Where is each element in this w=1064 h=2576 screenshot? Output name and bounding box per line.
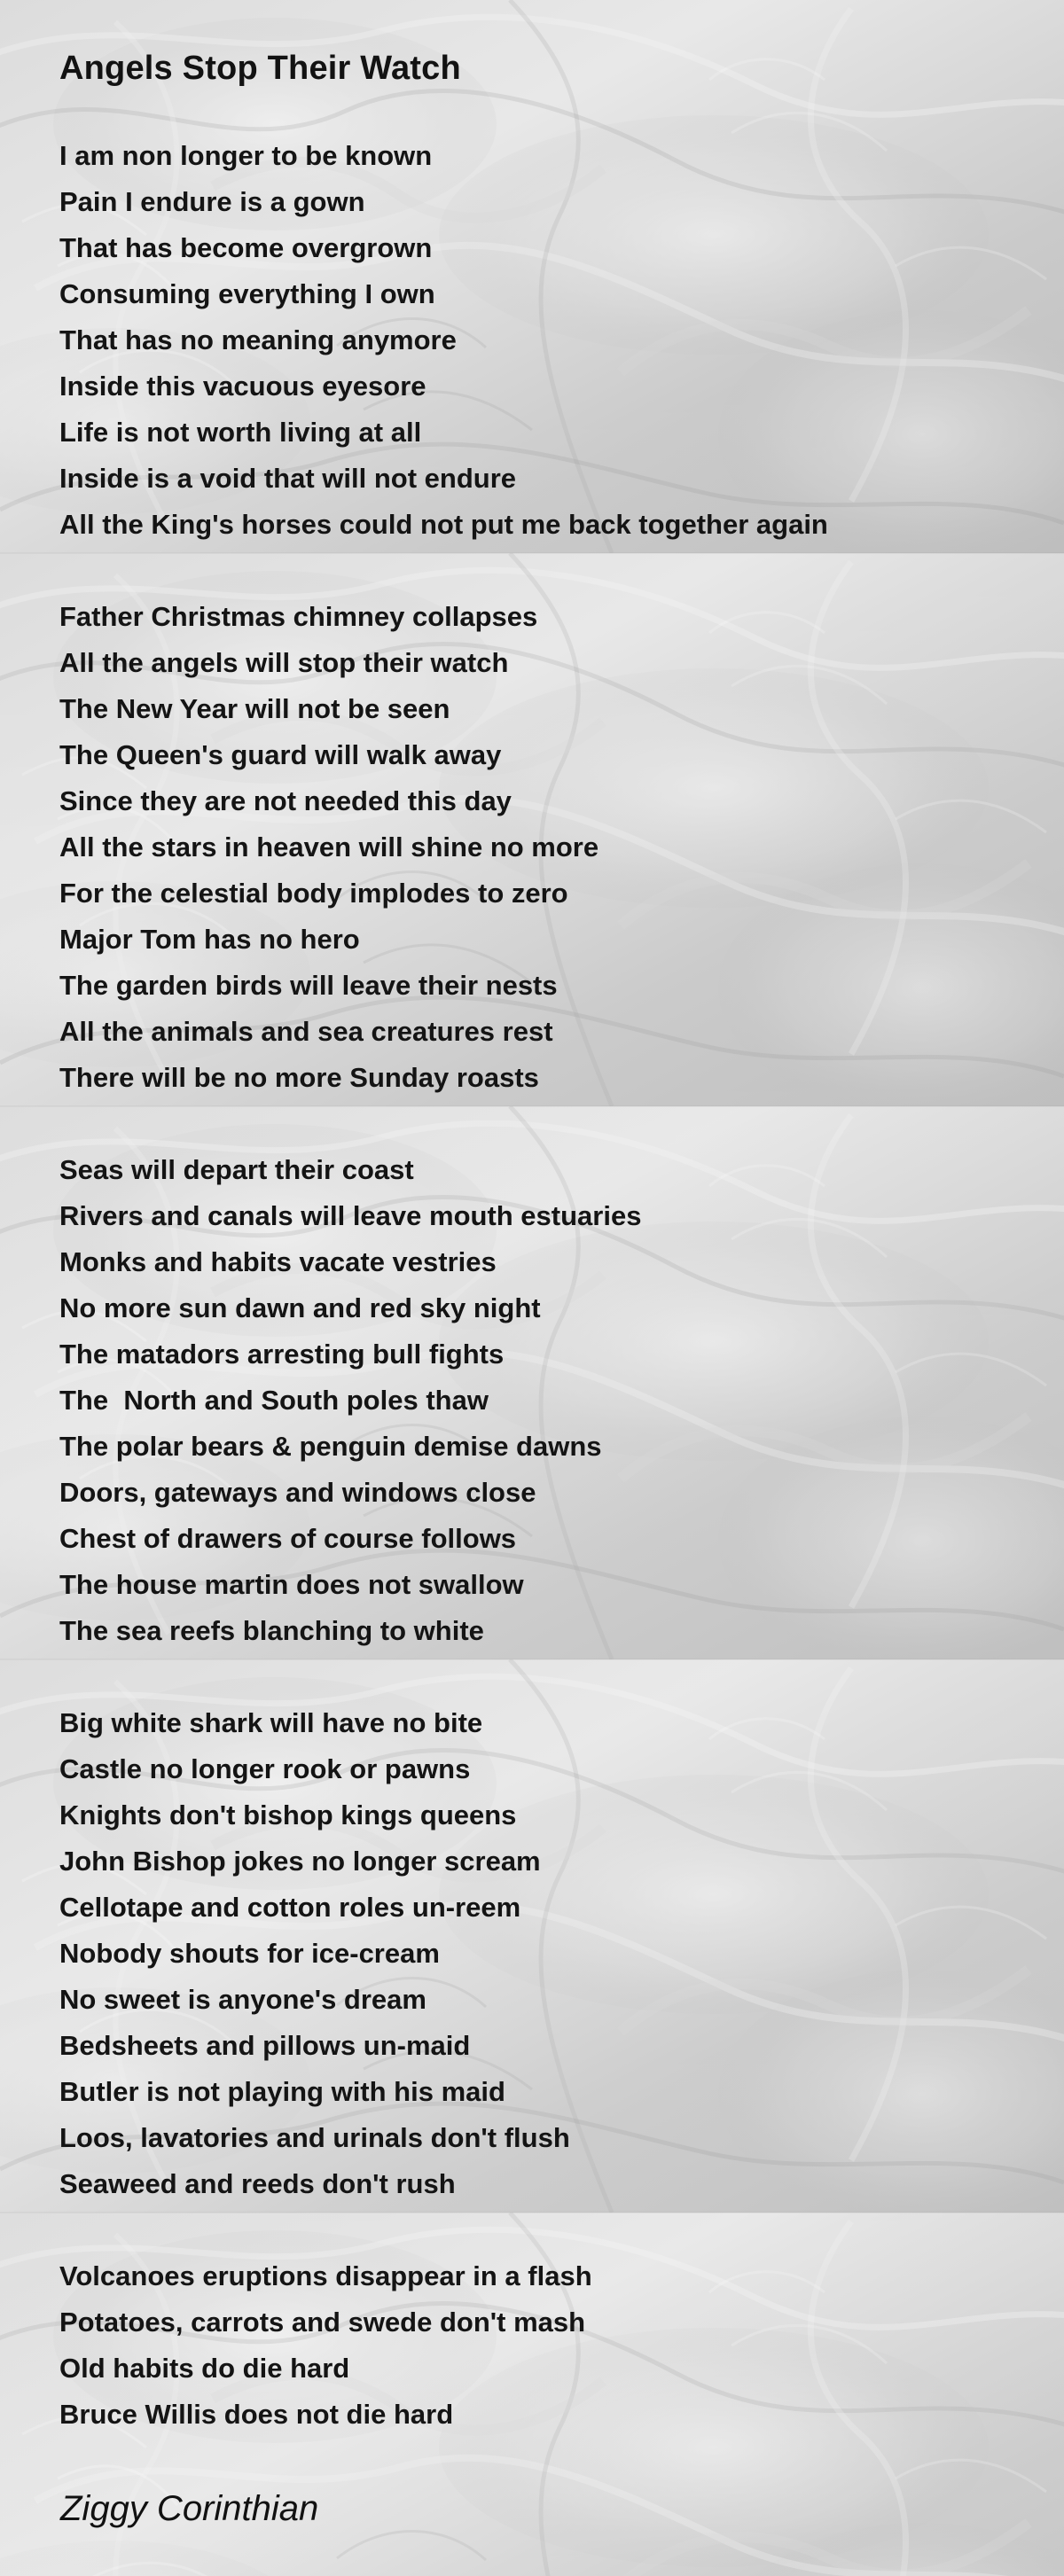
poem-line: Big white shark will have no bite [59, 1707, 483, 1738]
poem-line: Seas will depart their coast [59, 1154, 414, 1185]
poem-line: Loos, lavatories and urinals don't flush [59, 2122, 570, 2153]
poem-line: That has no meaning anymore [59, 324, 457, 355]
poem-line: Life is not worth living at all [59, 417, 422, 448]
poem-line: John Bishop jokes no longer scream [59, 1846, 541, 1877]
poem-line: No more sun dawn and red sky night [59, 1292, 541, 1323]
poem-line: Knights don't bishop kings queens [59, 1799, 517, 1831]
poem-title: Angels Stop Their Watch [59, 50, 461, 87]
poem-line: I am non longer to be known [59, 140, 433, 171]
poem-line: Castle no longer rook or pawns [59, 1753, 471, 1784]
poem-line: The Queen's guard will walk away [59, 739, 502, 770]
stanza-4 [59, 1700, 1017, 2207]
poem-line: All the animals and sea creatures rest [59, 1016, 553, 1047]
poem-line: Father Christmas chimney collapses [59, 601, 538, 632]
poem-line: Potatoes, carrots and swede don't mash [59, 2307, 586, 2338]
poem-line: Inside is a void that will not endure [59, 463, 517, 494]
poem-line: All the stars in heaven will shine no more [59, 831, 599, 863]
poem-line: Old habits do die hard [59, 2353, 350, 2384]
poem-line: Major Tom has no hero [59, 924, 360, 955]
poem-line: Seaweed and reeds don't rush [59, 2168, 456, 2199]
poem-line: All the angels will stop their watch [59, 647, 509, 678]
poem-line: The house martin does not swallow [59, 1569, 524, 1600]
poem-line: That has become overgrown [59, 232, 433, 263]
stanza-1 [59, 133, 1017, 548]
stanza-2 [59, 594, 1017, 1101]
poem-line: Bruce Willis does not die hard [59, 2399, 454, 2430]
poem-line: The New Year will not be seen [59, 693, 450, 724]
poem-line: Bedsheets and pillows un-maid [59, 2030, 471, 2061]
poem-line: Rivers and canals will leave mouth estuaries [59, 1200, 642, 1231]
poem-line: There will be no more Sunday roasts [59, 1062, 539, 1093]
poem-line: Pain I endure is a gown [59, 186, 365, 217]
poem-line: Inside this vacuous eyesore [59, 371, 426, 402]
poem-line: Butler is not playing with his maid [59, 2076, 505, 2107]
poem-line: The polar bears & penguin demise dawns [59, 1431, 602, 1462]
poem-line: Since they are not needed this day [59, 785, 512, 816]
poem-line: The matadors arresting bull fights [59, 1339, 505, 1370]
poem-line: Cellotape and cotton roles un-reem [59, 1892, 521, 1923]
poem-line: All the King's horses could not put me back together again [59, 509, 828, 540]
stanza-5 [59, 2253, 1017, 2438]
poem-line: Monks and habits vacate vestries [59, 1246, 497, 1277]
poem-author: Ziggy Corinthian [60, 2489, 319, 2528]
poem-line: Volcanoes eruptions disappear in a flash [59, 2260, 592, 2291]
poem-line: No sweet is anyone's dream [59, 1984, 426, 2015]
poem-line: Consuming everything I own [59, 278, 435, 309]
stanza-3 [59, 1147, 1017, 1654]
poem-line: The garden birds will leave their nests [59, 970, 558, 1001]
poem-line: Doors, gateways and windows close [59, 1477, 536, 1508]
poem-line: The North and South poles thaw [59, 1385, 489, 1416]
poem-line: Chest of drawers of course follows [59, 1523, 517, 1554]
poem-line: Nobody shouts for ice-cream [59, 1938, 440, 1969]
poem-line: The sea reefs blanching to white [59, 1615, 484, 1646]
poem-line: For the celestial body implodes to zero [59, 878, 568, 909]
